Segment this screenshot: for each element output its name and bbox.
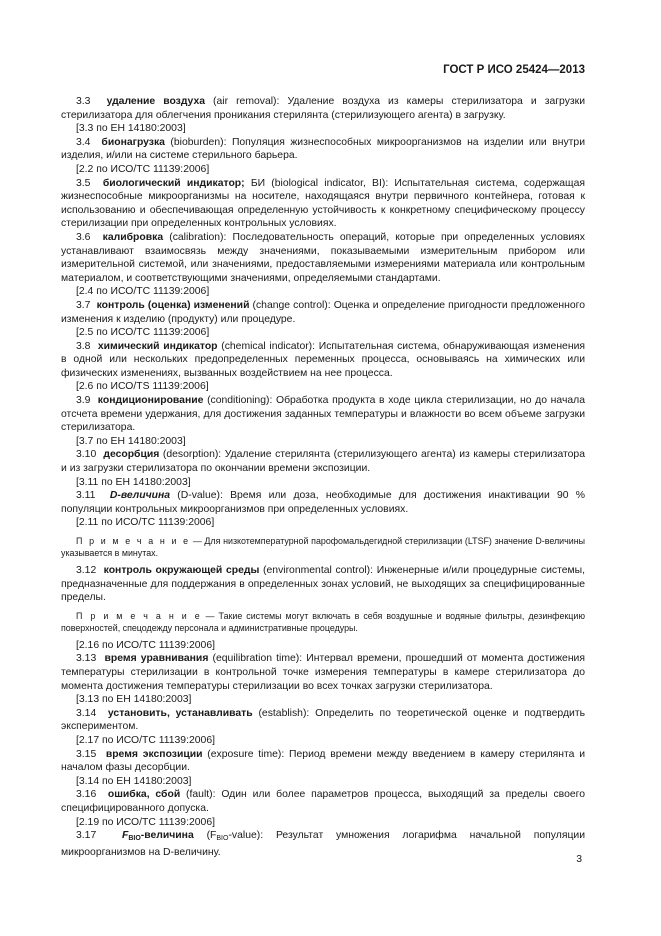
entry-3-12: 3.12 контроль окружающей среды (environmental control): Инженерные и/или процедурные системы, предназначенные для поддержания в определенных зонах условий, не выходящих за специфицированные пределы. — [61, 565, 585, 604]
source-ref: [3.13 по ЕН 14180:2003] — [76, 694, 192, 706]
page-number: 3 — [576, 854, 582, 865]
entry-3-16: 3.16 ошибка, сбой (fault): Один или более параметров процесса, выходящий за пределы своего специфицированного допуска. — [61, 789, 585, 814]
source-ref: [2.17 по ИСО/ТС 11139:2006] — [76, 734, 215, 746]
note-2: П р и м е ч а н и е — Такие системы могут включать в себя воздушные и водяные фильтры, дезинфекцию поверхностей, спецодежду персонала и административные процедуры. — [61, 610, 586, 633]
entry-3-14: 3.14 установить, устанавливать (establish): Определить по теоретической оценке и подтвердить экспериментом. — [61, 707, 586, 733]
document-header: ГОСТ Р ИСО 25424—2013 — [443, 64, 585, 76]
entry-3-8: 3.8 химический индикатор (chemical indicator): Испытательная система, обнаруживающая изменения в одной или нескольких предопределенных переменных процесса, основываясь на химических или физических изменениях, вызванных воздействием на нее процесса. — [61, 340, 586, 379]
source-ref: [3.7 по ЕН 14180:2003] — [76, 435, 186, 447]
source-ref: [3.14 по ЕН 14180:2003] — [76, 775, 192, 787]
entry-3-15: 3.15 время экспозиции (exposure time): Период времени между введением в камеру стерилянта и началом фазы десорбции. — [61, 748, 586, 774]
entry-3-11: 3.11 D-величина (D-value): Время или доза, необходимые для достижения инактивации 90 % популяции контрольных микроорганизмов при определенных условиях. — [61, 490, 585, 515]
entry-3-9: 3.9 кондиционирование (conditioning): Обработка продукта в ходе цикла стерилизации, но до начала отсчета времени удержания, для достижения заданных температуры и влажности во всем объеме загрузки стерилизатора. — [61, 395, 585, 434]
entry-3-13: 3.13 время уравнивания (equilibration time): Интервал времени, прошедший от момента достижения температуры стерилизации в контрольной точке измерения температуры в камере стерилизатора до момента достижения температуры стерилизации во всех точках загрузки стерилизатора. — [61, 653, 585, 692]
entry-3-6: 3.6 калибровка (calibration): Последовательность операций, которые при определенных условиях устанавливают взаимосвязь между значениями, показываемыми измерительным прибором или измерительной системой, или значениями, предоставляемыми измерениями материала или контрольным материалом, и соответствующими значениями, определяемыми стандартами. — [61, 231, 585, 284]
source-ref: [2.4 по ИСО/ТС 11139:2006] — [76, 286, 210, 298]
entry-3-3: 3.3 удаление воздуха (air removal): Удаление воздуха из камеры стерилизатора и загрузки стерилизатора для облегчения проникания стерилянта (стерилизующего агента) в загрузку. — [61, 96, 586, 121]
source-ref: [3.11 по ЕН 14180:2003] — [76, 476, 191, 488]
source-ref: [2.16 по ИСО/ТС 11139:2006] — [76, 639, 215, 651]
entry-3-10: 3.10 десорбция (desorption): Удаление стерилянта (стерилизующего агента) из камеры стерилизатора и из загрузки стерилизатора по окончании времени экспозиции. — [61, 449, 585, 475]
source-ref: [3.3 по ЕН 14180:2003] — [76, 123, 186, 135]
note-1: П р и м е ч а н и е — Для низкотемпературной парофомальдегидной стерилизации (LTSF) значение D-величины указывается в минутах. — [61, 536, 585, 558]
entry-3-5: 3.5 биологический индикатор; БИ (biological indicator, BI): Испытательная система, содержащая жизнеспособные микроорганизмы на носителе, находящаяся внутри первичного контейнера, готовая к использованию и обеспечивающая определенную устойчивость к конкретному специфическому процессу стерилизации при определенных контрольных условиях. — [61, 177, 586, 230]
entry-3-7: 3.7 контроль (оценка) изменений (change control): Оценка и определение пригодности предложенного изменения к изделию (продукту) или процедуре. — [61, 299, 585, 325]
source-ref: [2.2 по ИСО/ТС 11139:2006] — [76, 163, 210, 175]
document-body — [61, 95, 585, 859]
source-ref: [2.19 по ИСО/ТС 11139:2006] — [76, 816, 215, 828]
entry-3-4: 3.4 бионагрузка (bioburden): Популяция жизнеспособных микроорганизмов на изделии или внутри изделия, и/или на системе стерильного барьера. — [61, 136, 585, 162]
source-ref: [2.6 по ИСО/TS 11139:2006] — [76, 381, 209, 393]
source-ref: [2.5 по ИСО/ТС 11139:2006] — [76, 327, 210, 339]
entry-3-17: 3.17 $F_{BIO}$-величина $(F_{BIO}-value)$: Результат умножения логарифма начальной популяции микроорганизмов на D-величину. — [61, 830, 586, 858]
source-ref: [2.11 по ИСО/ТС 11139:2006] — [76, 517, 215, 529]
